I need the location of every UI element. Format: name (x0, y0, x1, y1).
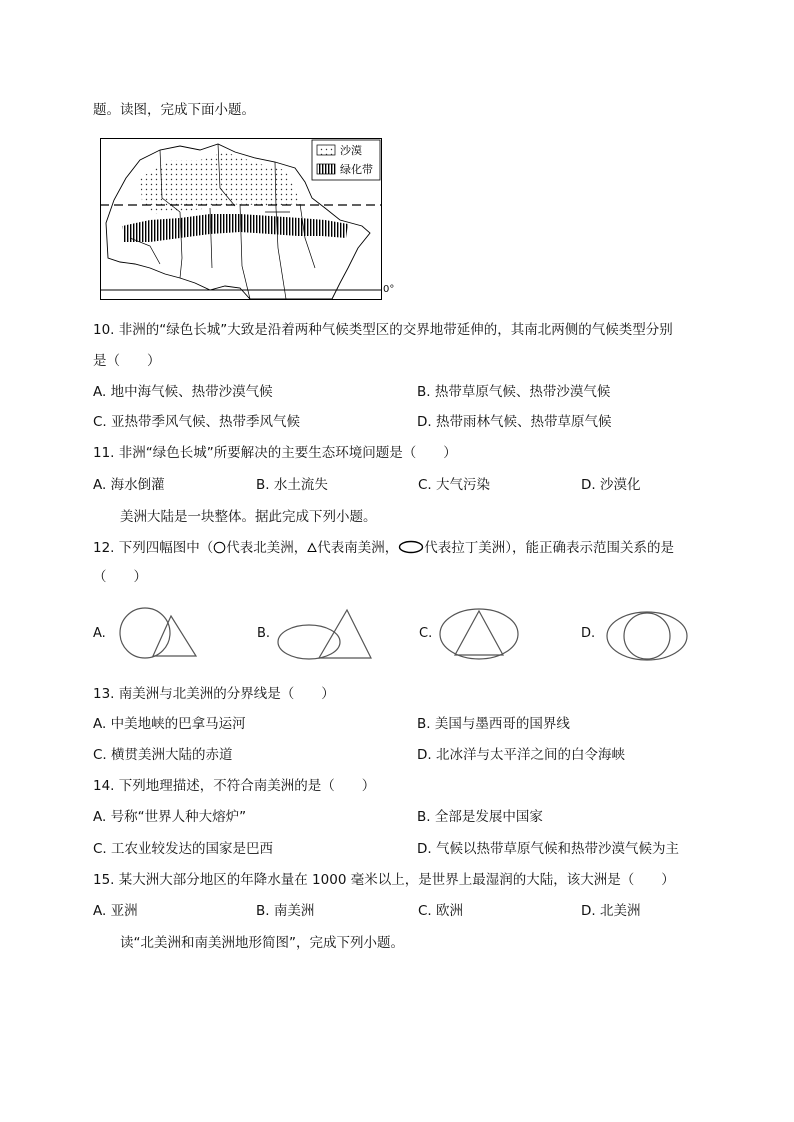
q10-stem-line1: 10. 非洲的“绿色长城”大致是沿着两种气候类型区的交界地带延伸的，其南北两侧的气候类型分别 (93, 322, 673, 338)
q11-option-c[interactable]: C. 大气污染 (418, 477, 491, 493)
passage-americas-map: 读“北美洲和南美洲地形简图”，完成下列小题。 (120, 935, 404, 951)
equator-label: 0° (383, 284, 395, 295)
legend-greenbelt-swatch (317, 164, 335, 174)
q12-label-c[interactable]: C. (419, 626, 433, 641)
q11-option-a[interactable]: A. 海水倒灌 (93, 477, 165, 493)
q10-option-d[interactable]: D. 热带雨林气候、热带草原气候 (417, 414, 612, 430)
passage-americas: 美洲大陆是一块整体。据此完成下列小题。 (120, 509, 377, 525)
q12-stem-part1: 12. 下列四幅图中（ (93, 540, 214, 556)
q14-option-a[interactable]: A. 号称“世界人种大熔炉” (93, 809, 247, 825)
q12-stem-part2: 代表北美洲， (226, 540, 308, 556)
q12-diagram-c[interactable] (437, 606, 521, 662)
q12-stem-line2: （ ） (93, 569, 147, 585)
circle-symbol-icon (213, 541, 226, 554)
q13-option-a[interactable]: A. 中美地峡的巴拿马运河 (93, 716, 246, 732)
q14-option-c[interactable]: C. 工农业较发达的国家是巴西 (93, 841, 274, 857)
legend-desert-swatch (317, 145, 335, 155)
q10-option-a[interactable]: A. 地中海气候、热带沙漠气候 (93, 384, 273, 400)
q11-stem: 11. 非洲“绿色长城”所要解决的主要生态环境问题是（ ） (93, 445, 457, 461)
legend-greenbelt-text: 绿化带 (340, 163, 373, 176)
q10-option-c[interactable]: C. 亚热带季风气候、热带季风气候 (93, 414, 301, 430)
q13-stem: 13. 南美洲与北美洲的分界线是（ ） (93, 686, 335, 702)
q15-option-d[interactable]: D. 北美洲 (581, 903, 641, 919)
q10-option-b[interactable]: B. 热带草原气候、热带沙漠气候 (417, 384, 611, 400)
q11-option-b[interactable]: B. 水土流失 (256, 477, 328, 493)
q12-diagram-b[interactable] (275, 606, 375, 662)
q13-option-b[interactable]: B. 美国与墨西哥的国界线 (417, 716, 570, 732)
q12-diagram-a[interactable] (115, 606, 200, 660)
q14-option-b[interactable]: B. 全部是发展中国家 (417, 809, 543, 825)
legend-desert-text: 沙漠 (340, 144, 362, 157)
q15-option-a[interactable]: A. 亚洲 (93, 903, 138, 919)
q13-option-d[interactable]: D. 北冰洋与太平洋之间的白令海峡 (417, 747, 625, 763)
q12-label-d[interactable]: D. (581, 626, 596, 641)
q12-label-a[interactable]: A. (93, 626, 106, 641)
q15-option-b[interactable]: B. 南美洲 (256, 903, 315, 919)
africa-green-belt-map (100, 138, 382, 300)
q15-stem: 15. 某大洲大部分地区的年降水量在 1000 毫米以上，是世界上最湿润的大陆，该大洲是（ ） (93, 872, 675, 888)
q14-option-d[interactable]: D. 气候以热带草原气候和热带沙漠气候为主 (417, 841, 679, 857)
q12-stem-part3: 代表南美洲， (317, 540, 399, 556)
ellipse-symbol-icon (398, 540, 424, 554)
q14-stem: 14. 下列地理描述，不符合南美洲的是（ ） (93, 778, 376, 794)
q12-diagram-d[interactable] (604, 609, 690, 663)
q11-option-d[interactable]: D. 沙漠化 (581, 477, 641, 493)
q12-stem-part4: 代表拉丁美洲），能正确表示范围关系的是 (424, 540, 675, 556)
intro-line: 题。读图，完成下面小题。 (93, 102, 255, 118)
q12-label-b[interactable]: B. (257, 626, 271, 641)
q15-option-c[interactable]: C. 欧洲 (418, 903, 464, 919)
q12-stem-line1 (93, 538, 674, 558)
q13-option-c[interactable]: C. 横贯美洲大陆的赤道 (93, 747, 233, 763)
triangle-symbol-icon (307, 542, 317, 553)
q10-stem-line2: 是（ ） (93, 353, 161, 369)
